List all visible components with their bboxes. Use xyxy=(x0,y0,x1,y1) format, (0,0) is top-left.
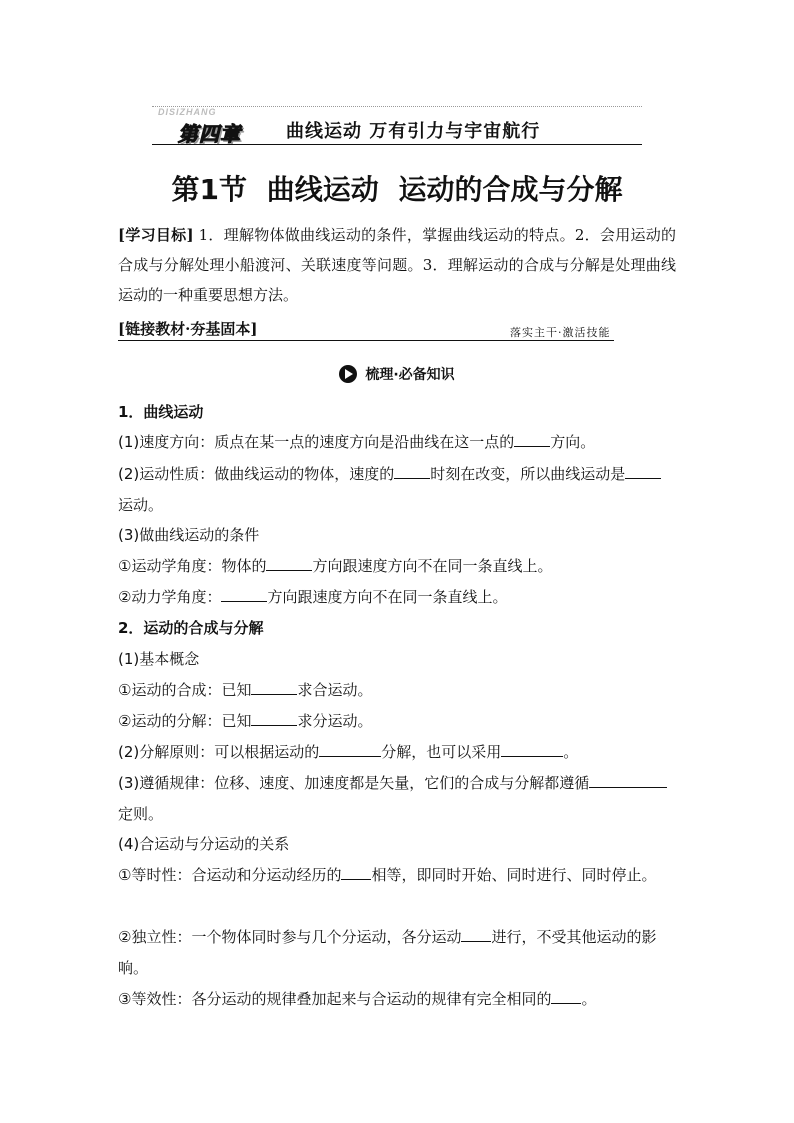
text-line: (4)合运动与分运动的关系 xyxy=(118,835,290,853)
text-line: ①运动的合成：已知 求合运动。 xyxy=(118,681,373,699)
fill-blank xyxy=(394,463,430,479)
text-line: (2)运动性质：做曲线运动的物体，速度的 时刻在改变，所以曲线运动是 运动。 xyxy=(118,459,676,521)
header-bottom-rule xyxy=(152,144,642,145)
heading-composition: 2．运动的合成与分解 xyxy=(118,619,264,637)
text-line: (1)基本概念 xyxy=(118,650,200,668)
text-line: ②动力学角度： 方向跟速度方向不在同一条直线上。 xyxy=(118,588,508,606)
fill-blank xyxy=(341,864,371,880)
text-line: ③等效性：各分运动的规律叠加起来与合运动的规律有完全相同的 。 xyxy=(118,990,597,1008)
section-bar-subtitle: 落实主干·激活技能 xyxy=(510,326,611,339)
text-line: (2)分解原则：可以根据运动的 分解，也可以采用 。 xyxy=(118,743,579,761)
fill-blank xyxy=(251,679,297,695)
header-top-rule xyxy=(152,106,642,107)
learning-goals-label: [学习目标] xyxy=(118,226,194,244)
text-line: (1)速度方向：质点在某一点的速度方向是沿曲线在这一点的 方向。 xyxy=(118,433,596,451)
chapter-badge: 第四章 xyxy=(178,122,241,146)
learning-goals xyxy=(118,220,676,310)
text-line: (3)遵循规律：位移、速度、加速度都是矢量，它们的合成与分解都遵循 定则。 xyxy=(118,768,676,830)
chapter-title: 曲线运动 万有引力与宇宙航行 xyxy=(286,121,541,142)
fill-blank xyxy=(251,710,297,726)
text-line: ①等时性：合运动和分运动经历的 相等，即同时开始、同时进行、同时停止。 xyxy=(118,866,657,884)
fill-blank xyxy=(551,988,581,1004)
chapter-latin-label: DISIZHANG xyxy=(158,107,217,117)
fill-blank xyxy=(221,586,267,602)
text-line: ②独立性：一个物体同时参与几个分运动，各分运动 进行，不受其他运动的影响。 xyxy=(118,928,657,977)
fill-blank xyxy=(589,772,667,788)
text-line: (3)做曲线运动的条件 xyxy=(118,526,260,544)
fill-blank xyxy=(266,555,312,571)
play-icon xyxy=(339,365,357,383)
section-bar-title: [链接教材·夯基固本] xyxy=(118,320,258,338)
heading-curved-motion: 1．曲线运动 xyxy=(118,403,204,421)
text-line: ②运动的分解：已知 求分运动。 xyxy=(118,712,373,730)
fill-blank xyxy=(625,463,661,479)
section-title: 第1节 曲线运动 运动的合成与分解 xyxy=(171,173,623,206)
sub-heading-text: 梳理·必备知识 xyxy=(365,367,455,383)
sub-heading xyxy=(0,364,794,384)
fill-blank xyxy=(461,926,491,942)
text-line: ①运动学角度：物体的 方向跟速度方向不在同一条直线上。 xyxy=(118,557,553,575)
fill-blank xyxy=(319,741,381,757)
fill-blank xyxy=(514,431,550,447)
learning-goals-text: 1．理解物体做曲线运动的条件，掌握曲线运动的特点。2．会用运动的合成与分解处理小船渡河、关联速度等问题。3．理解运动的合成与分解是处理曲线运动的一种重要思想方法。 xyxy=(118,226,676,304)
fill-blank xyxy=(501,741,563,757)
